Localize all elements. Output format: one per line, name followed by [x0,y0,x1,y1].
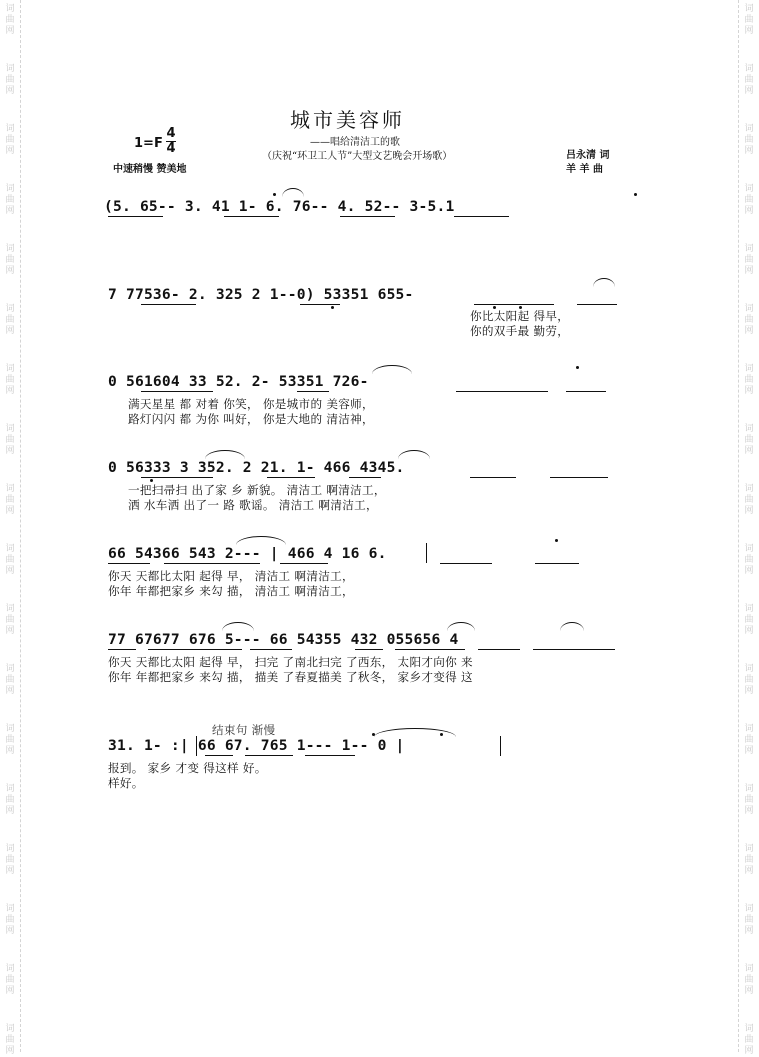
lyric-verse-2: 你年 年都把家乡 来勾 描， 描美 了春夏描美 了秋冬， 家乡才变得 这 [108,670,473,684]
ending-annotation: 结束句 渐慢 [212,723,276,737]
lyric-verse-1: 满天星星 都 对着 你笑， 你是城市的 美容师， [128,397,374,411]
watermark-text: 词 曲 网 [744,1024,754,1056]
watermark-text: 词 曲 网 [5,844,15,876]
notation-line: 0 56333 3 352. 2 21. 1- 466 4345. [108,459,405,476]
watermark-text: 词 曲 网 [744,4,754,36]
watermark-text: 词 曲 网 [5,64,15,96]
lyric-verse-2: 样好。 [108,776,144,790]
watermark-text: 词 曲 网 [744,184,754,216]
composer-credit: 羊 羊 曲 [566,164,603,175]
watermark-text: 词 曲 网 [5,304,15,336]
key-signature: 1=F [134,136,163,151]
lyricist-credit: 吕永清 词 [566,150,610,161]
watermark-text: 词 曲 网 [744,484,754,516]
watermark-text: 词 曲 网 [744,604,754,636]
notation-line: 7 77536- 2. 325 2 1--0) 53351 655- [108,286,414,303]
song-subtitle: ——唱给清洁工的歌 [310,137,400,148]
watermark-text: 词 曲 网 [5,724,15,756]
watermark-text: 词 曲 网 [5,364,15,396]
lyric-verse-2: 路灯闪闪 都 为你 叫好， 你是大地的 清洁神， [128,412,374,426]
lyric-verse-1: 报到。 家乡 才变 得这样 好。 [108,761,267,775]
notation-line: 31. 1- :| 66 67. 765 1--- 1-- 0 | [108,737,405,754]
watermark-text: 词 曲 网 [744,844,754,876]
watermark-text: 词 曲 网 [744,424,754,456]
watermark-text: 词 曲 网 [5,544,15,576]
watermark-strip-left [0,0,21,1056]
watermark-text: 词 曲 网 [744,544,754,576]
watermark-text: 词 曲 网 [5,424,15,456]
lyric-verse-1: 一把扫帚扫 出了家 乡 新貌。 清洁工 啊清洁工， [128,483,386,497]
watermark-text: 词 曲 网 [744,904,754,936]
watermark-text: 词 曲 网 [744,64,754,96]
notation-line: (5. 65-- 3. 41 1- 6. 76-- 4. 52-- 3-5.1 [104,198,455,215]
watermark-text: 词 曲 网 [5,1024,15,1056]
lyric-verse-2: 你的双手最 勤劳， [470,324,570,338]
watermark-text: 词 曲 网 [744,964,754,996]
watermark-text: 词 曲 网 [5,484,15,516]
watermark-text: 词 曲 网 [744,724,754,756]
watermark-text: 词 曲 网 [744,124,754,156]
time-signature-bottom: 4 [166,141,176,156]
occasion-note: （庆祝“环卫工人节”大型文艺晚会开场歌） [262,151,453,162]
watermark-text: 词 曲 网 [744,364,754,396]
watermark-text: 词 曲 网 [5,664,15,696]
song-title: 城市美容师 [290,108,405,132]
lyric-verse-2: 洒 水车洒 出了一 路 歌谣。 清洁工 啊清洁工， [128,498,378,512]
time-signature [166,127,176,156]
time-signature-top: 4 [166,126,176,141]
notation-line: 77 67677 676 5--- 66 54355 432 055656 4 [108,631,459,648]
watermark-text: 词 曲 网 [5,184,15,216]
watermark-text: 词 曲 网 [744,304,754,336]
watermark-text: 词 曲 网 [744,784,754,816]
watermark-text: 词 曲 网 [5,4,15,36]
watermark-text: 词 曲 网 [5,124,15,156]
watermark-text: 词 曲 网 [5,244,15,276]
lyric-verse-2: 你年 年都把家乡 来勾 描， 清洁工 啊清洁工， [108,584,354,598]
lyric-verse-1: 你天 天都比太阳 起得 早， 清洁工 啊清洁工， [108,569,354,583]
watermark-text: 词 曲 网 [744,244,754,276]
lyric-verse-1: 你比太阳起 得早， [470,309,570,323]
watermark-text: 词 曲 网 [5,904,15,936]
lyric-verse-1: 你天 天都比太阳 起得 早， 扫完 了南北扫完 了西东， 太阳才向你 来 [108,655,473,669]
notation-line: 66 54366 543 2--- | 466 4 16 6. [108,545,387,562]
tempo-marking: 中速稍慢 赞美地 [113,164,187,175]
notation-line: 0 561604 33 52. 2- 53351 726- [108,373,369,390]
watermark-strip-right [738,0,759,1056]
watermark-text: 词 曲 网 [5,964,15,996]
watermark-text: 词 曲 网 [744,664,754,696]
watermark-text: 词 曲 网 [5,784,15,816]
watermark-text: 词 曲 网 [5,604,15,636]
